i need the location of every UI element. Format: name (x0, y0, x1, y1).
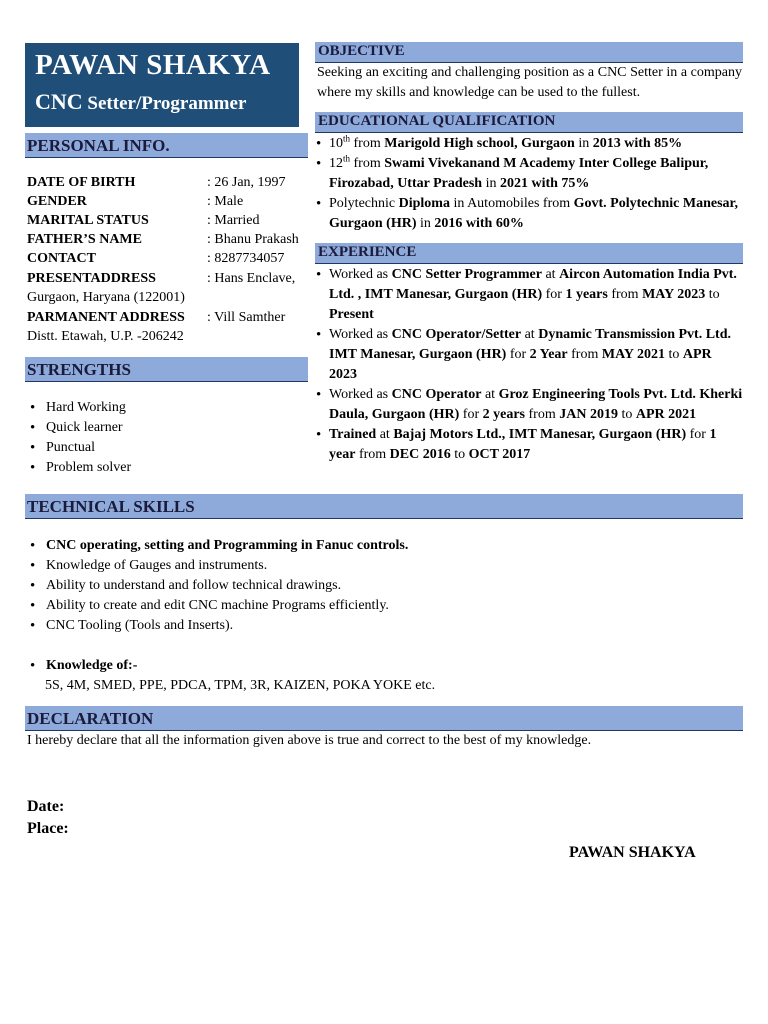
exp-text: to (617, 407, 636, 422)
exp-text: for (686, 427, 710, 442)
edu-sup: th (343, 133, 351, 144)
exp-duration: 2 Year (529, 347, 568, 362)
exp-text: from (355, 447, 390, 462)
list-item (315, 194, 743, 234)
strengths-heading: STRENGTHS (25, 357, 308, 382)
edu-course: Diploma (398, 196, 450, 211)
edu-text: in (574, 136, 593, 151)
dob-label: DATE OF BIRTH (27, 175, 136, 190)
exp-end: APR 2021 (635, 407, 697, 422)
edu-text: in (416, 216, 435, 231)
permanent-address-value: : Vill Samther (207, 310, 286, 325)
exp-text: to (705, 287, 720, 302)
declaration-heading: DECLARATION (25, 706, 743, 731)
signature-name: PAWAN SHAKYA (569, 844, 696, 861)
edu-text: from (350, 156, 385, 171)
exp-company: Groz Engineering Tools Pvt. Ltd. Kherki Daula, Gurgaon (HR) (329, 387, 743, 422)
edu-text: Polytechnic (329, 196, 399, 211)
list-item (315, 154, 743, 194)
objective-heading: OBJECTIVE (315, 42, 743, 63)
exp-end: APR 2023 (329, 347, 712, 382)
technical-skills-heading: TECHNICAL SKILLS (25, 494, 743, 519)
exp-text: from (607, 287, 643, 302)
permanent-address-label: PARMANENT ADDRESS (27, 310, 185, 325)
edu-level: 12 (329, 156, 343, 171)
role-title: Setter/Programmer (82, 93, 247, 114)
list-item (27, 656, 727, 676)
list-item: • CNC Tooling (Tools and Inserts). (27, 616, 727, 636)
date-label: Date: (27, 798, 65, 815)
edu-year: 2013 with 85% (592, 136, 683, 151)
list-item (315, 325, 743, 385)
edu-school: Swami Vivekanand M Academy Inter College Balipur, Firozabad, Uttar Pradesh (329, 156, 709, 191)
edu-text: in Automobiles from (449, 196, 574, 211)
list-item (27, 536, 727, 556)
list-item: • Quick learner (27, 418, 297, 438)
name-banner (25, 43, 299, 127)
exp-text: at (521, 327, 539, 342)
exp-start: JAN 2019 (559, 407, 618, 422)
edu-sup: th (343, 153, 351, 164)
skill-text: CNC operating, setting and Programming in Fanuc controls. (46, 538, 409, 553)
knowledge-label: Knowledge of:- (46, 658, 138, 673)
list-item: • Knowledge of Gauges and instruments. (27, 556, 727, 576)
exp-company: Dynamic Transmission Pvt. Ltd. IMT Manesar, Gurgaon (HR) (329, 327, 731, 362)
edu-level: 10 (329, 136, 343, 151)
exp-duration: 2 years (482, 407, 526, 422)
permanent-address-cont: Distt. Etawah, U.P. -206242 (27, 329, 184, 344)
exp-text: at (376, 427, 394, 442)
dob-value: : 26 Jan, 1997 (207, 175, 286, 190)
edu-school: Govt. Polytechnic Manesar, Gurgaon (HR) (329, 196, 738, 231)
edu-year: 2016 with 60% (434, 216, 524, 231)
exp-end: Present (329, 307, 374, 322)
list-item: • Ability to understand and follow technical drawings. (27, 576, 727, 596)
personal-info-heading: PERSONAL INFO. (25, 133, 308, 158)
exp-start: MAY 2021 (601, 347, 665, 362)
technical-skills-list (27, 536, 727, 636)
present-address-cont: Gurgaon, Haryana (122001) (27, 290, 185, 305)
edu-year: 2021 with 75% (499, 176, 590, 191)
present-address-label: PRESENTADDRESS (27, 271, 156, 286)
gender-label: GENDER (27, 194, 87, 209)
exp-text: for (459, 407, 483, 422)
exp-role: CNC Operator/Setter (391, 327, 522, 342)
exp-text: for (542, 287, 566, 302)
list-item (315, 134, 743, 154)
gender-value: : Male (207, 194, 244, 209)
exp-role: CNC Setter Programmer (391, 267, 542, 282)
exp-text: at (481, 387, 499, 402)
objective-text: Seeking an exciting and challenging position as a CNC Setter in a company where my skills and knowledge can be used to the fullest. (317, 65, 742, 100)
exp-start: DEC 2016 (389, 447, 451, 462)
list-item: • Problem solver (27, 458, 297, 478)
list-item (315, 265, 743, 325)
edu-text: from (350, 136, 385, 151)
contact-value: : 8287734057 (207, 251, 285, 266)
exp-text: Worked as (329, 387, 392, 402)
declaration-text: I hereby declare that all the information given above is true and correct to the best of my knowledge. (27, 733, 592, 748)
edu-school: Marigold High school, Gurgaon (384, 136, 575, 151)
exp-role: CNC Operator (391, 387, 482, 402)
education-list (315, 134, 743, 234)
place-label: Place: (27, 820, 69, 837)
exp-text: for (506, 347, 530, 362)
role-prefix: CNC (35, 89, 83, 114)
experience-list (315, 265, 743, 465)
list-item (315, 425, 743, 465)
list-item: • Ability to create and edit CNC machine Programs efficiently. (27, 596, 727, 616)
marital-label: MARITAL STATUS (27, 213, 149, 228)
list-item: • Hard Working (27, 398, 297, 418)
education-heading: EDUCATIONAL QUALIFICATION (315, 112, 743, 133)
marital-value: : Married (207, 213, 260, 228)
contact-label: CONTACT (27, 251, 96, 266)
exp-text: from (525, 407, 560, 422)
father-label: FATHER’S NAME (27, 232, 142, 247)
exp-company: Bajaj Motors Ltd., IMT Manesar, Gurgaon (HR) (393, 427, 687, 442)
exp-text: Worked as (329, 327, 392, 342)
experience-heading: EXPERIENCE (315, 243, 743, 264)
exp-end: OCT 2017 (468, 447, 531, 462)
candidate-name: PAWAN SHAKYA (35, 49, 271, 81)
exp-text: to (450, 447, 469, 462)
exp-company: Aircon Automation India Pvt. Ltd. , IMT Manesar, Gurgaon (HR) (329, 267, 737, 302)
knowledge-list (27, 656, 727, 676)
exp-text: to (665, 347, 683, 362)
knowledge-text: 5S, 4M, SMED, PPE, PDCA, TPM, 3R, KAIZEN, POKA YOKE etc. (45, 678, 436, 693)
father-value: : Bhanu Prakash (207, 232, 299, 247)
edu-text: in (482, 176, 500, 191)
candidate-role (35, 89, 246, 115)
exp-text: at (541, 267, 560, 282)
present-address-value: : Hans Enclave, (207, 271, 296, 286)
list-item (315, 385, 743, 425)
exp-role: Trained (329, 427, 377, 442)
strengths-list (27, 398, 297, 478)
exp-start: MAY 2023 (642, 287, 706, 302)
exp-duration: 1 year (329, 427, 717, 462)
exp-duration: 1 years (565, 287, 608, 302)
list-item: • Punctual (27, 438, 297, 458)
exp-text: Worked as (329, 267, 392, 282)
exp-text: from (567, 347, 602, 362)
